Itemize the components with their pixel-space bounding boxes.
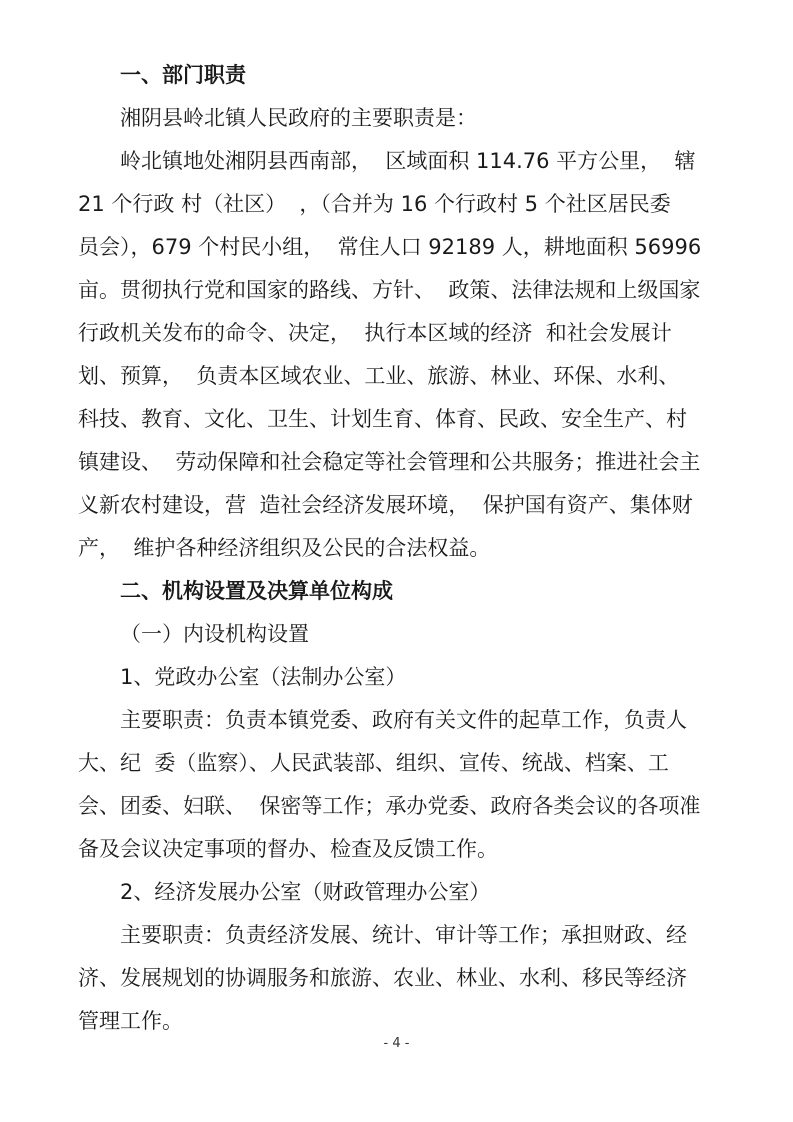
paragraph-line: 产， 维护各种经济组织及公民的合法权益。 bbox=[78, 536, 491, 560]
paragraph-line: 行政机关发布的命令、决定， 执行本区域的经济 和社会发展计 bbox=[78, 321, 672, 345]
paragraph-line: 主要职责：负责经济发展、统计、审计等工作；承担财政、经 bbox=[120, 923, 687, 947]
section-heading-duties: 一、部门职责 bbox=[120, 63, 246, 87]
paragraph-line: 亩。贯彻执行党和国家的路线、方针、 政策、法律法规和上级国家 bbox=[78, 278, 701, 302]
paragraph-line: 科技、教育、文化、卫生、计划生育、体育、民政、安全生产、村 bbox=[78, 407, 687, 431]
paragraph-line: 岭北镇地处湘阴县西南部， 区域面积 114.76 平方公里， 辖 bbox=[120, 149, 696, 173]
office-title: 1、党政办公室（法制办公室） bbox=[120, 665, 407, 689]
paragraph-line: 济、发展规划的协调服务和旅游、农业、林业、水利、移民等经济 bbox=[78, 966, 687, 990]
section-heading-structure: 二、机构设置及决算单位构成 bbox=[120, 579, 393, 603]
paragraph-line: 备及会议决定事项的督办、检查及反馈工作。 bbox=[78, 837, 498, 861]
paragraph-line: 21 个行政 村（社区） ，（合并为 16 个行政村 5 个社区居民委 bbox=[78, 192, 671, 216]
paragraph-line: 员会），679 个村民小组， 常住人口 92189 人，耕地面积 56996 bbox=[78, 235, 702, 259]
subsection-heading: （一）内设机构设置 bbox=[120, 622, 309, 646]
paragraph-line: 管理工作。 bbox=[78, 1009, 183, 1033]
paragraph-line: 湘阴县岭北镇人民政府的主要职责是： bbox=[120, 106, 477, 130]
paragraph-line: 义新农村建设，营 造社会经济发展环境， 保护国有资产、集体财 bbox=[78, 493, 693, 517]
paragraph-line: 会、团委、妇联、 保密等工作；承办党委、政府各类会议的各项准 bbox=[78, 794, 701, 818]
paragraph-line: 划、预算， 负责本区域农业、工业、旅游、林业、环保、水利、 bbox=[78, 364, 680, 388]
paragraph-line: 镇建设、 劳动保障和社会稳定等社会管理和公共服务；推进社会主 bbox=[78, 450, 701, 474]
paragraph-line: 大、纪 委（监察）、人民武装部、组织、宣传、统战、档案、工 bbox=[78, 751, 669, 775]
office-title: 2、经济发展办公室（财政管理办公室） bbox=[120, 880, 491, 904]
paragraph-line: 主要职责：负责本镇党委、政府有关文件的起草工作，负责人 bbox=[120, 708, 687, 732]
page-number: - 4 - bbox=[383, 1036, 410, 1051]
